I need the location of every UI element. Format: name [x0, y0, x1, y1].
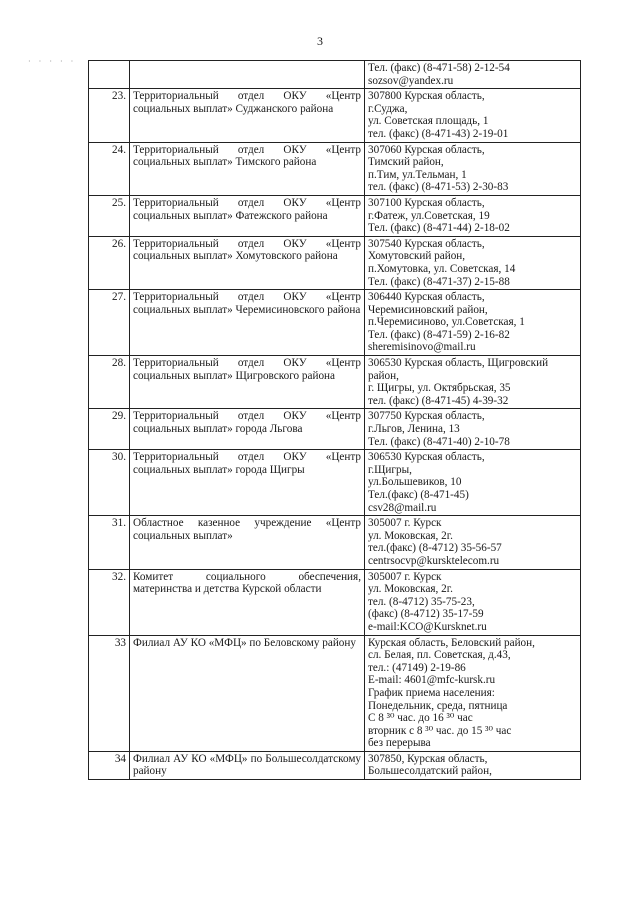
organization-name: Областное казенное учреждение «Центр социальных выплат» [130, 516, 365, 569]
address-line: 306530 Курская область, Щигровский [368, 357, 549, 370]
organization-name: Территориальный отдел ОКУ «Центр социальных выплат» Щигровского района [130, 356, 365, 409]
address-line: Тел. (факс) (8-471-37) 2-15-88 [368, 275, 510, 288]
table-row [89, 195, 581, 236]
address-line: ул. Советская площадь, 1 [368, 115, 489, 128]
address-line: Большесолдатский район, [368, 765, 492, 778]
address-line: 307850, Курская область, [368, 752, 488, 765]
table-row [89, 290, 581, 356]
address-line: ул. Моковская, 2г. [368, 583, 453, 596]
address-line: тел. (факс) (8-471-53) 2-30-83 [368, 181, 509, 194]
address-line: С 8 ³⁰ час. до 16 ³⁰ час [368, 712, 473, 725]
address-line: 306530 Курская область, [368, 451, 485, 464]
address-cell [365, 89, 581, 142]
table-row [89, 635, 581, 751]
address-line: e-mail:KCO@Kursknet.ru [368, 620, 487, 633]
address-line: 305007 г. Курск [368, 517, 442, 530]
row-number [89, 61, 130, 89]
address-line: sozsov@yandex.ru [368, 74, 454, 87]
address-line: г.Фатеж, ул.Советская, 19 [368, 209, 490, 222]
address-line: 307100 Курская область, [368, 196, 485, 209]
table-row [89, 61, 581, 89]
address-cell [365, 236, 581, 289]
address-line: sheremisinovo@mail.ru [368, 341, 476, 354]
address-line: 307800 Курская область, [368, 90, 485, 103]
address-line: тел. (8-4712) 35-75-23, [368, 595, 475, 608]
row-number: 27. [89, 290, 130, 356]
address-line: centrsocvp@kursktelecom.ru [368, 554, 500, 567]
address-line: Тимский район, [368, 156, 444, 169]
organization-name: Территориальный отдел ОКУ «Центр социальных выплат» города Щигры [130, 450, 365, 516]
table-row [89, 142, 581, 195]
organization-name: Комитет социального обеспечения, материнства и детства Курской области [130, 569, 365, 635]
address-line: ул.Большевиков, 10 [368, 476, 462, 489]
address-line: Черемисиновский район, [368, 303, 488, 316]
address-line: тел.: (47149) 2-19-86 [368, 661, 466, 674]
address-line: п.Черемисиново, ул.Советская, 1 [368, 316, 525, 329]
address-cell [365, 516, 581, 569]
contacts-table-body [89, 61, 581, 780]
table-row [89, 236, 581, 289]
address-cell [365, 751, 581, 779]
address-cell [365, 290, 581, 356]
address-line: тел. (факс) (8-471-43) 2-19-01 [368, 127, 509, 140]
address-line: Тел. (факс) (8-471-59) 2-16-82 [368, 328, 510, 341]
address-cell [365, 569, 581, 635]
table-row [89, 356, 581, 409]
organization-name: Территориальный отдел ОКУ «Центр социальных выплат» Фатежского района [130, 195, 365, 236]
organization-name [130, 61, 365, 89]
address-line: 306440 Курская область, [368, 291, 485, 304]
address-cell [365, 195, 581, 236]
row-number: 29. [89, 409, 130, 450]
address-line: Хомутовский район, [368, 250, 466, 263]
row-number: 31. [89, 516, 130, 569]
address-line: (факс) (8-4712) 35-17-59 [368, 608, 484, 621]
page-number: 3 [317, 34, 323, 48]
table-row [89, 751, 581, 779]
address-line: csv28@mail.ru [368, 501, 437, 514]
organization-name: Филиал АУ КО «МФЦ» по Беловскому району [130, 635, 365, 751]
address-line: тел. (факс) (8-471-45) 4-39-32 [368, 394, 509, 407]
scan-mark: · · · · · [28, 57, 77, 66]
contacts-table [88, 60, 581, 780]
address-cell [365, 635, 581, 751]
row-number: 28. [89, 356, 130, 409]
organization-name: Территориальный отдел ОКУ «Центр социальных выплат» Черемисиновского района [130, 290, 365, 356]
address-cell [365, 409, 581, 450]
address-cell [365, 356, 581, 409]
address-line: 307540 Курская область, [368, 237, 485, 250]
address-line: График приема населения: [368, 686, 495, 699]
address-line: 307750 Курская область, [368, 410, 485, 423]
address-line: вторник с 8 ³⁰ час. до 15 ³⁰ час [368, 724, 512, 737]
address-line: Тел. (факс) (8-471-44) 2-18-02 [368, 222, 510, 235]
address-line: Понедельник, среда, пятница [368, 699, 508, 712]
row-number: 32. [89, 569, 130, 635]
address-line: п.Хомутовка, ул. Советская, 14 [368, 262, 516, 275]
address-line: г.Суджа, [368, 102, 408, 115]
table-row [89, 409, 581, 450]
organization-name: Территориальный отдел ОКУ «Центр социальных выплат» города Льгова [130, 409, 365, 450]
row-number: 26. [89, 236, 130, 289]
address-line: 307060 Курская область, [368, 143, 485, 156]
row-number: 33 [89, 635, 130, 751]
address-line: Тел. (факс) (8-471-58) 2-12-54 [368, 62, 510, 74]
organization-name: Территориальный отдел ОКУ «Центр социальных выплат» Хомутовского района [130, 236, 365, 289]
organization-name: Территориальный отдел ОКУ «Центр социальных выплат» Суджанского района [130, 89, 365, 142]
table-row [89, 516, 581, 569]
address-line: 305007 г. Курск [368, 570, 442, 583]
address-cell [365, 61, 581, 89]
table-row [89, 450, 581, 516]
table-row [89, 569, 581, 635]
organization-name: Филиал АУ КО «МФЦ» по Большесолдатскому району [130, 751, 365, 779]
organization-name: Территориальный отдел ОКУ «Центр социальных выплат» Тимского района [130, 142, 365, 195]
address-cell [365, 142, 581, 195]
address-line: г.Льгов, Ленина, 13 [368, 423, 460, 436]
address-line: без перерыва [368, 737, 431, 750]
address-line: тел.(факс) (8-4712) 35-56-57 [368, 542, 502, 555]
address-cell [365, 450, 581, 516]
address-line: район, [368, 369, 399, 382]
address-line: Тел. (факс) (8-471-40) 2-10-78 [368, 435, 510, 448]
address-line: г.Щигры, [368, 463, 412, 476]
address-line: г. Щигры, ул. Октябрьская, 35 [368, 382, 511, 395]
address-line: E-mail: 4601@mfc-kursk.ru [368, 674, 496, 687]
address-line: ул. Моковская, 2г. [368, 529, 453, 542]
row-number: 25. [89, 195, 130, 236]
table-row [89, 89, 581, 142]
row-number: 30. [89, 450, 130, 516]
address-line: Курская область, Беловский район, [368, 636, 535, 649]
row-number: 24. [89, 142, 130, 195]
address-line: сл. Белая, пл. Советская, д.43, [368, 649, 511, 662]
row-number: 23. [89, 89, 130, 142]
address-line: Тел.(факс) (8-471-45) [368, 489, 469, 501]
address-line: п.Тим, ул.Тельман, 1 [368, 168, 467, 181]
row-number: 34 [89, 751, 130, 779]
